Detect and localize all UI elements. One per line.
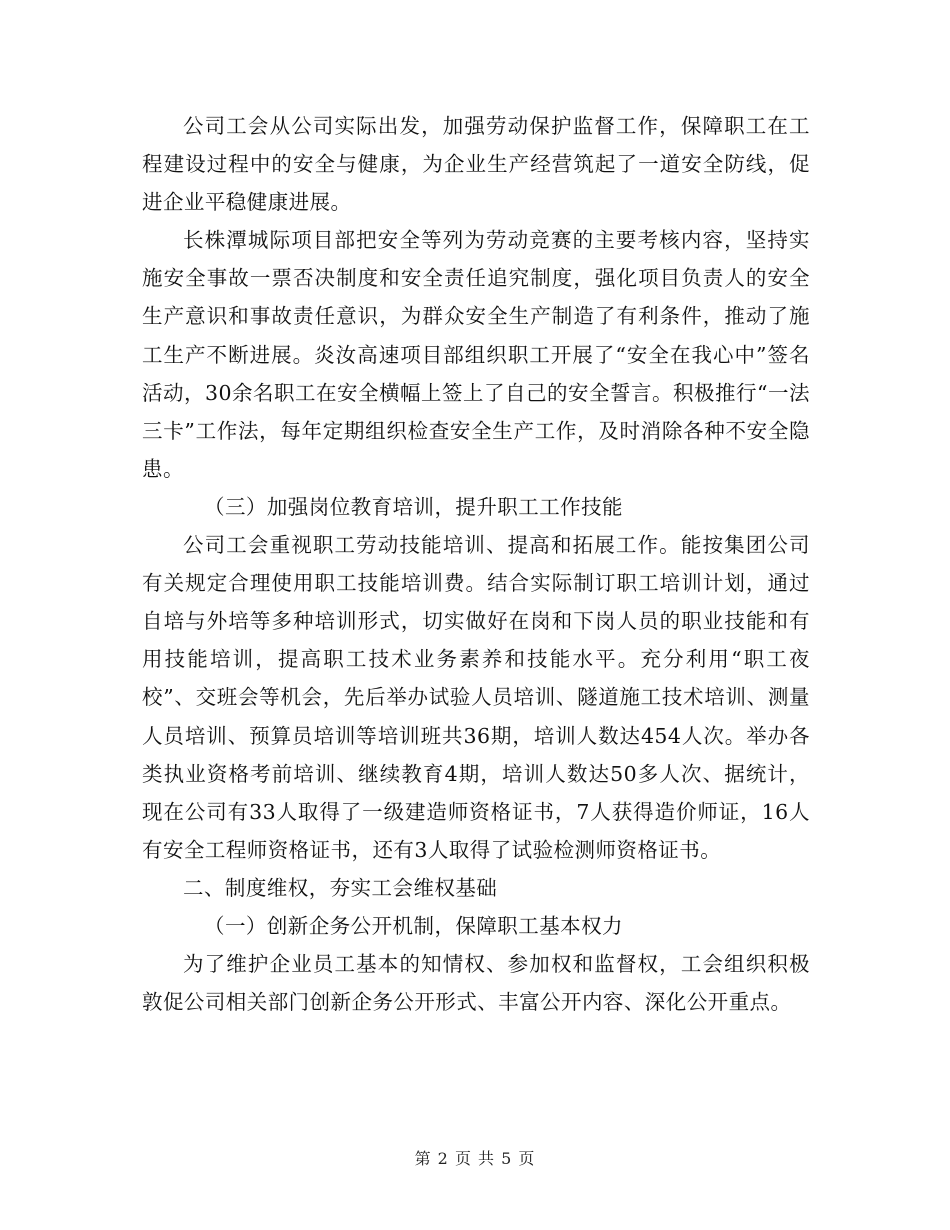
section-heading-transparency: （一）创新企务公开机制，保障职工基本权力 — [204, 913, 623, 938]
page-number-footer: 第 2 页 共 5 页 — [414, 1149, 536, 1168]
paragraph-labor-protection: 公司工会从公司实际出发，加强劳动保护监督工作，保障职工在工程建设过程中的安全与健康，为企业生产经营筑起了一道安全防线，促进企业平稳健康进展。 — [142, 114, 810, 215]
paragraph-rights-protection: 为了维护企业员工基本的知情权、参加权和监督权，工会组织积极敦促公司相关部门创新企务公开形式、丰富公开内容、深化公开重点。 — [142, 952, 810, 1015]
paragraph-safety-competition: 长株潭城际项目部把安全等列为劳动竞赛的主要考核内容，坚持实施安全事故一票否决制度和安全责任追究制度，强化项目负责人的安全生产意识和事故责任意识，为群众安全生产制造了有利条件，推动了施工生产不断进展。炎汝高速项目部组织职工开展了“安全在我心中”签名活动，30余名职工在安全横幅上签上了自己的安全誓言。积极推行“一法三卡”工作法，每年定期组织检查安全生产工作，及时消除各种不安全隐患。 — [142, 228, 810, 481]
section-heading-training: （三）加强岗位教育培训，提升职工工作技能 — [204, 494, 623, 519]
section-heading-rights: 二、制度维权，夯实工会维权基础 — [183, 875, 498, 900]
paragraph-skills-training: 公司工会重视职工劳动技能培训、提高和拓展工作。能按集团公司有关规定合理使用职工技能培训费。结合实际制订职工培训计划，通过自培与外培等多种培训形式，切实做好在岗和下岗人员的职业技能和有用技能培训，提高职工技术业务素养和技能水平。充分利用“职工夜校”、交班会等机会，先后举办试验人员培训、隧道施工技术培训、测量人员培训、预算员培训等培训班共36期，培训人数达454人次。举办各类执业资格考前培训、继续教育4期，培训人数达50多人次、据统计，现在公司有33人取得了一级建造师资格证书，7人获得造价师证，16人有安全工程师资格证书，还有3人取得了试验检测师资格证书。 — [142, 533, 810, 862]
document-body — [142, 107, 810, 1021]
